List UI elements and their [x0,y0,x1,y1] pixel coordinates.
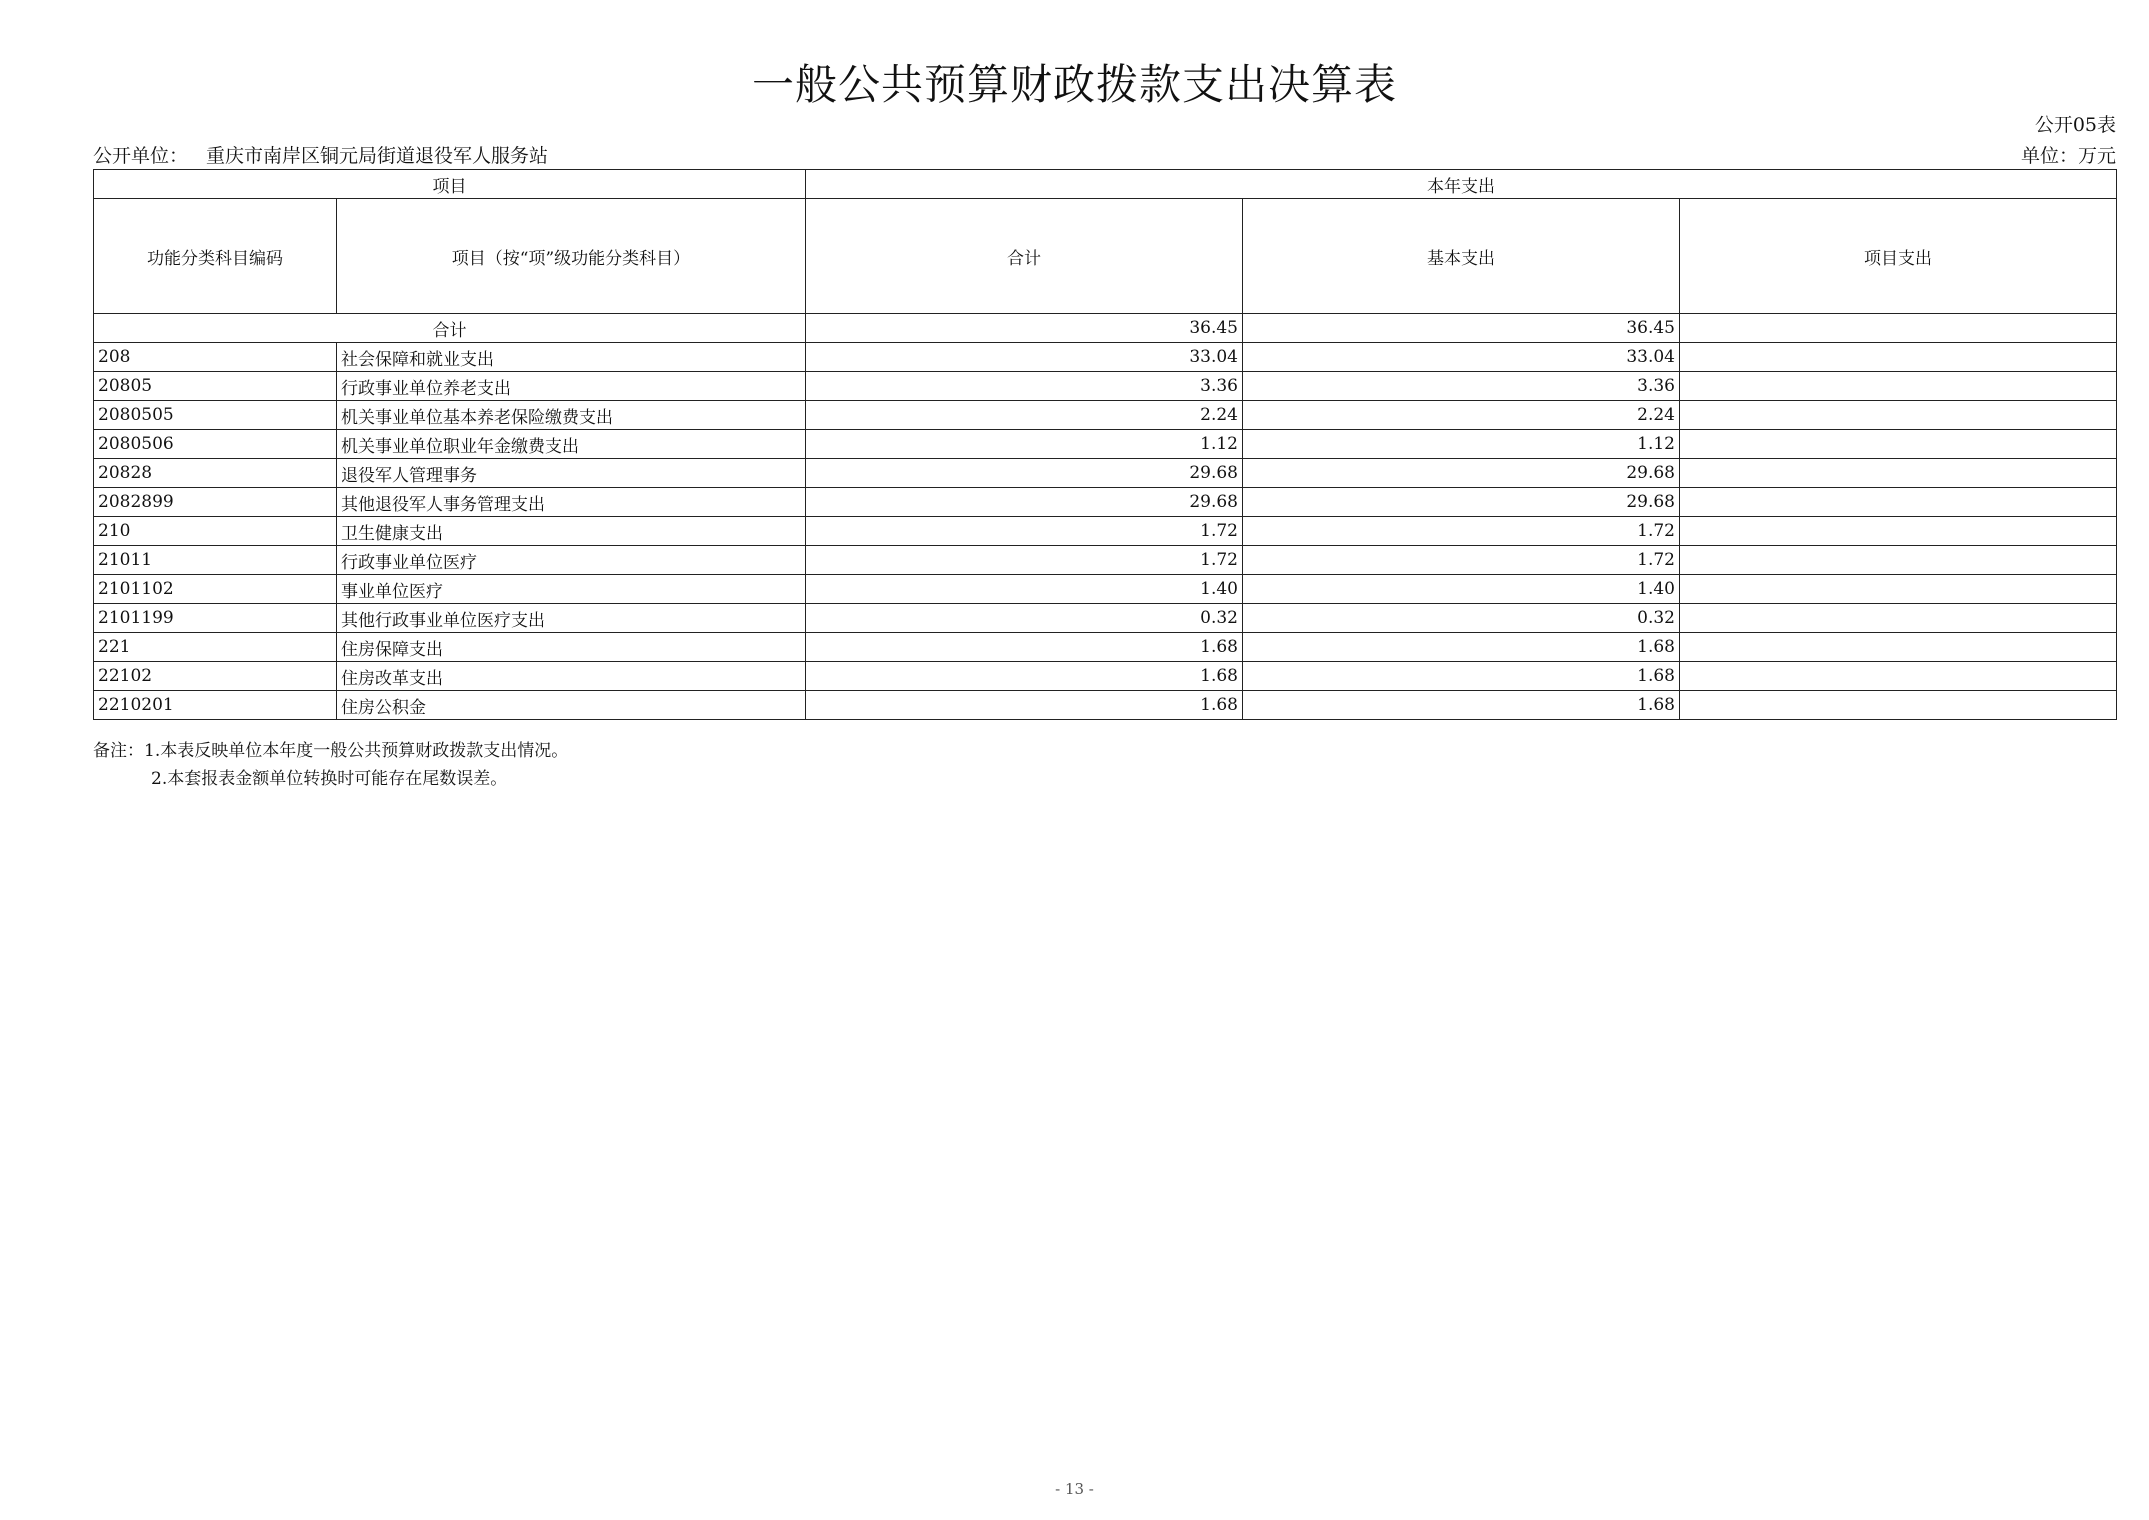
row-name: 住房改革支出 [337,662,806,691]
row-project [1680,691,2117,720]
row-name: 住房保障支出 [337,633,806,662]
table-row [94,401,2117,430]
row-project [1680,488,2117,517]
table-body [94,314,2117,720]
table-row [94,633,2117,662]
row-project [1680,459,2117,488]
page-number: - 13 - [1055,1480,1094,1498]
row-basic: 1.68 [1243,662,1680,691]
total-amount: 36.45 [806,314,1243,343]
row-basic: 0.32 [1243,604,1680,633]
total-project [1680,314,2117,343]
expenditure-table [93,169,2117,720]
row-name: 行政事业单位养老支出 [337,372,806,401]
row-name: 其他退役军人事务管理支出 [337,488,806,517]
row-project [1680,517,2117,546]
row-basic: 1.40 [1243,575,1680,604]
row-name: 社会保障和就业支出 [337,343,806,372]
row-code: 210 [94,517,337,546]
notes [93,737,568,793]
header-project: 项目支出 [1680,199,2117,314]
row-total: 3.36 [806,372,1243,401]
row-total: 29.68 [806,488,1243,517]
org-name: 重庆市南岸区铜元局街道退役军人服务站 [206,145,549,167]
row-project [1680,430,2117,459]
report-meta [93,141,2116,168]
row-total: 1.68 [806,691,1243,720]
table-row [94,662,2117,691]
row-total: 1.72 [806,517,1243,546]
row-total: 1.12 [806,430,1243,459]
row-basic: 33.04 [1243,343,1680,372]
row-project [1680,604,2117,633]
report-title: 一般公共预算财政拨款支出决算表 [751,60,1397,109]
row-code: 20805 [94,372,337,401]
row-code: 2082899 [94,488,337,517]
table-row [94,459,2117,488]
row-basic: 1.68 [1243,691,1680,720]
row-name: 退役军人管理事务 [337,459,806,488]
header-total: 合计 [806,199,1243,314]
unit-label: 单位：万元 [2020,145,2116,167]
row-total: 2.24 [806,401,1243,430]
row-code: 22102 [94,662,337,691]
total-basic: 36.45 [1243,314,1680,343]
row-project [1680,546,2117,575]
row-code: 221 [94,633,337,662]
row-name: 其他行政事业单位医疗支出 [337,604,806,633]
header-name: 项目（按“项”级功能分类科目） [337,199,806,314]
table-row [94,343,2117,372]
table-row [94,372,2117,401]
row-code: 21011 [94,546,337,575]
header-group-row [94,170,2117,199]
row-basic: 3.36 [1243,372,1680,401]
total-row [94,314,2117,343]
header-code: 功能分类科目编码 [94,199,337,314]
table-row [94,604,2117,633]
table-row [94,488,2117,517]
reporting-organization [93,141,548,168]
row-basic: 1.72 [1243,517,1680,546]
org-label: 公开单位： [93,145,189,167]
row-project [1680,575,2117,604]
row-total: 29.68 [806,459,1243,488]
row-basic: 1.72 [1243,546,1680,575]
row-basic: 1.12 [1243,430,1680,459]
row-code: 2101102 [94,575,337,604]
form-number: 公开05表 [2034,114,2116,136]
row-name: 机关事业单位基本养老保险缴费支出 [337,401,806,430]
row-code: 208 [94,343,337,372]
row-total: 1.72 [806,546,1243,575]
row-basic: 2.24 [1243,401,1680,430]
row-name: 机关事业单位职业年金缴费支出 [337,430,806,459]
table-row [94,546,2117,575]
table-row [94,575,2117,604]
row-name: 行政事业单位医疗 [337,546,806,575]
row-basic: 29.68 [1243,488,1680,517]
row-code: 2080505 [94,401,337,430]
row-total: 0.32 [806,604,1243,633]
row-name: 住房公积金 [337,691,806,720]
row-code: 2101199 [94,604,337,633]
header-spend-group: 本年支出 [806,170,2117,199]
row-name: 事业单位医疗 [337,575,806,604]
note-2: 2.本套报表金额单位转换时可能存在尾数误差。 [151,769,508,789]
table-row [94,517,2117,546]
row-total: 33.04 [806,343,1243,372]
table-row [94,691,2117,720]
row-total: 1.68 [806,662,1243,691]
total-label: 合计 [94,314,806,343]
row-project [1680,372,2117,401]
header-basic: 基本支出 [1243,199,1680,314]
header-item-group: 项目 [94,170,806,199]
row-total: 1.40 [806,575,1243,604]
row-project [1680,662,2117,691]
row-project [1680,343,2117,372]
row-code: 20828 [94,459,337,488]
row-code: 2080506 [94,430,337,459]
row-basic: 29.68 [1243,459,1680,488]
row-basic: 1.68 [1243,633,1680,662]
row-total: 1.68 [806,633,1243,662]
note-1: 备注：1.本表反映单位本年度一般公共预算财政拨款支出情况。 [93,741,569,761]
row-project [1680,401,2117,430]
row-code: 2210201 [94,691,337,720]
row-project [1680,633,2117,662]
header-column-row [94,199,2117,314]
table-row [94,430,2117,459]
row-name: 卫生健康支出 [337,517,806,546]
